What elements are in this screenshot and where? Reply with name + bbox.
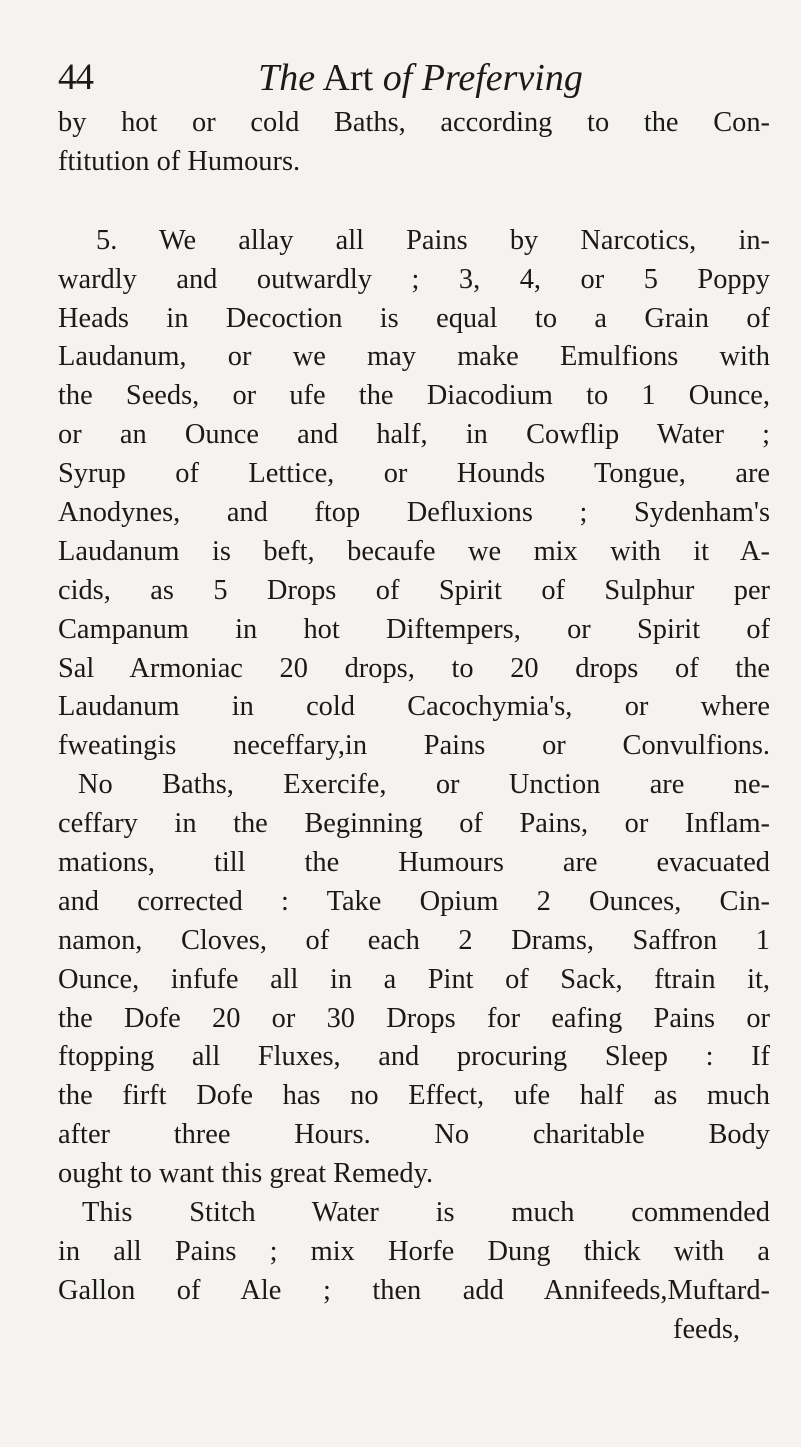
page-body	[58, 104, 770, 1350]
text-line: ought to want this great Remedy.	[58, 1158, 434, 1190]
text-line: mations, till the Humours are evacuated	[58, 847, 770, 879]
text-line: This Stitch Water is much commended	[82, 1197, 770, 1229]
text-line: the firft Dofe has no Effect, ufe half as much	[58, 1080, 770, 1112]
text-line: wardly and outwardly ; 3, 4, or 5 Poppy	[58, 263, 770, 295]
text-line: ftitution of Humours.	[58, 145, 301, 177]
text-line: Gallon of Ale ; then add Annifeeds,Muftard-	[58, 1274, 770, 1306]
text-line: ftopping all Fluxes, and procuring Sleep : If	[58, 1041, 770, 1073]
text-line: by hot or cold Baths, according to the Con-	[58, 107, 770, 138]
text-line: Laudanum, or we may make Emulfions with	[58, 341, 770, 373]
text-line: Heads in Decoction is equal to a Grain of	[58, 302, 770, 334]
text-line: ceffary in the Beginning of Pains, or Inflam-	[58, 808, 770, 840]
running-head-title: of Preferving	[382, 57, 583, 99]
text-line: Anodynes, and ftop Defluxions ; Sydenham's	[58, 497, 770, 529]
text-line: No Baths, Exercife, or Unction are ne-	[78, 769, 770, 801]
running-head	[0, 58, 801, 98]
running-head-art: Art	[315, 57, 383, 99]
text-line: the Dofe 20 or 30 Drops for eafing Pains or	[58, 1002, 770, 1034]
paragraph-gap	[58, 182, 770, 222]
page-header	[0, 58, 801, 98]
text-line: cids, as 5 Drops of Spirit of Sulphur per	[58, 574, 770, 606]
text-line: Laudanum in cold Cacochymia's, or where	[58, 691, 770, 723]
text-line: the Seeds, or ufe the Diacodium to 1 Ounce,	[58, 380, 770, 412]
text-line: Sal Armoniac 20 drops, to 20 drops of the	[58, 652, 770, 684]
catchword: feeds,	[673, 1313, 740, 1345]
text-line: Ounce, infufe all in a Pint of Sack, ftrain it,	[58, 963, 770, 995]
text-line: Laudanum is beft, becaufe we mix with it A-	[58, 535, 770, 567]
text-line: fweatingis neceffary,in Pains or Convulfions.	[58, 730, 770, 762]
text-line: 5. We allay all Pains by Narcotics, in-	[96, 224, 770, 256]
text-line: Syrup of Lettice, or Hounds Tongue, are	[58, 458, 770, 490]
text-line: after three Hours. No charitable Body	[58, 1119, 770, 1151]
text-line: Campanum in hot Diftempers, or Spirit of	[58, 613, 770, 645]
page-number: 44	[58, 57, 93, 98]
text-line: and corrected : Take Opium 2 Ounces, Cin-	[58, 885, 770, 917]
text-line: or an Ounce and half, in Cowflip Water ;	[58, 419, 770, 451]
text-line: namon, Cloves, of each 2 Drams, Saffron 1	[58, 924, 770, 956]
running-head-the: The	[258, 57, 316, 99]
text-line: in all Pains ; mix Horfe Dung thick with a	[58, 1235, 770, 1267]
